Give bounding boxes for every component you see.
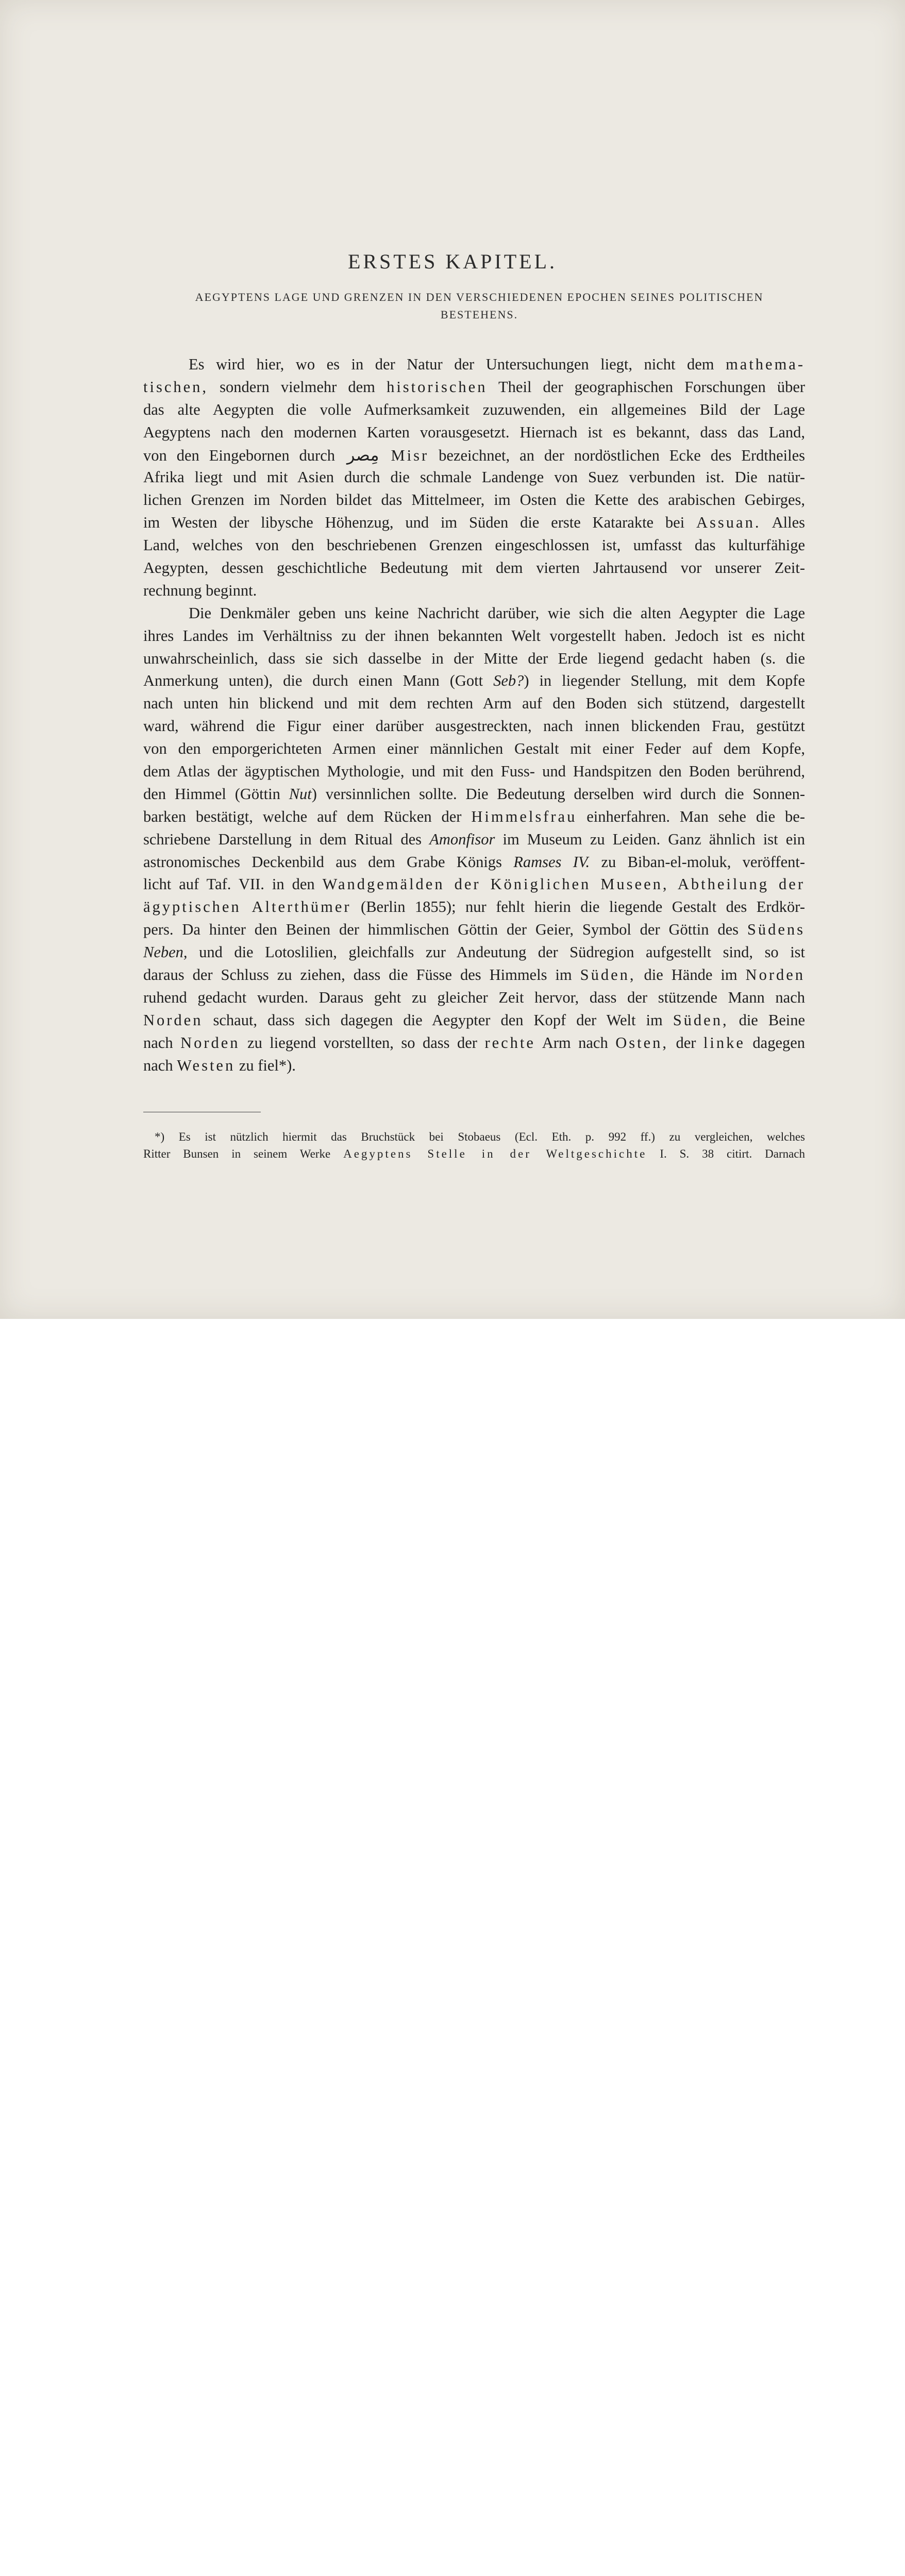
- text-line: Anmerkung unten), die durch einen Mann (Gott Seb?) in liegender Stellung, mit dem Kopfe: [143, 672, 806, 690]
- text-line: schriebene Darstellung in dem Ritual des Amonfisor im Museum zu Leiden. Ganz ähnlich ist ein: [143, 830, 806, 848]
- text-line: unwahrscheinlich, dass sie sich dasselbe in der Mitte der Erde liegend gedacht haben (s. die: [143, 649, 805, 667]
- text-line: ward, während die Figur einer darüber ausgestreckten, nach innen blickenden Frau, gestützt: [143, 717, 805, 735]
- text-line: im Westen der libysche Höhenzug, und im Süden die erste Katarakte bei Assuan. Alles: [143, 514, 806, 532]
- subtitle-line: AEGYPTENS LAGE UND GRENZEN IN DEN VERSCHIEDENEN EPOCHEN SEINES POLITISCHEN: [195, 291, 764, 303]
- text-line: Afrika liegt und mit Asien durch die schmale Landenge von Suez verbunden ist. Die natür-: [143, 468, 805, 486]
- subtitle-line: BESTEHENS.: [440, 308, 518, 321]
- arabic-word: مِصر: [346, 445, 379, 465]
- text-line: pers. Da hinter den Beinen der himmlischen Göttin der Geier, Symbol der Göttin des Südens: [143, 921, 806, 939]
- text-line: ihres Landes im Verhältniss zu der ihnen bekannten Welt vorgestellt haben. Jedoch ist es nicht: [143, 626, 805, 645]
- text-line: Aegyptens nach den modernen Karten vorausgesetzt. Hiernach ist es bekannt, dass das Land,: [143, 423, 805, 441]
- text-line: barken bestätigt, welche auf dem Rücken der Himmelsfrau einherfahren. Man sehe die be-: [143, 807, 806, 825]
- text-line: daraus der Schluss zu ziehen, dass die Füsse des Himmels im Süden, die Hände im Norden: [143, 966, 806, 984]
- text-line: nach Norden zu liegend vorstellten, so dass der rechte Arm nach Osten, der linke dagegen: [143, 1033, 806, 1052]
- text-line: Aegypten, dessen geschichtliche Bedeutung mit dem vierten Jahrtausend vor unserer Zeit-: [143, 559, 805, 577]
- text-line: Es wird hier, wo es in der Natur der Untersuchungen liegt, nicht dem mathema-: [189, 355, 806, 373]
- footnote-line: *) Es ist nützlich hiermit das Bruchstück bei Stobaeus (Ecl. Eth. p. 992 ff.) zu vergleichen, welches: [155, 1130, 805, 1143]
- chapter-subtitle: [155, 289, 804, 324]
- text-line: dem Atlas der ägyptischen Mythologie, und mit den Fuss- und Handspitzen den Boden berührend,: [143, 762, 805, 781]
- text-line: nach Westen zu fiel*).: [143, 1056, 296, 1074]
- text-line: den Himmel (Göttin Nut) versinnlichen sollte. Die Bedeutung derselben wird durch die Sonnen-: [143, 785, 806, 803]
- text-line: nach unten hin blickend und mit dem rechten Arm auf den Boden sich stützend, dargestellt: [143, 694, 805, 713]
- text-line: Die Denkmäler geben uns keine Nachricht darüber, wie sich die alten Aegypter die Lage: [189, 604, 805, 622]
- text-line: von den Eingebornen durch مِصر Misr bezeichnet, an der nordöstlichen Ecke des Erdtheiles: [143, 444, 805, 467]
- text-line: das alte Aegypten die volle Aufmerksamkeit zuzuwenden, ein allgemeines Bild der Lage: [143, 400, 805, 418]
- text-line: Norden schaut, dass sich dagegen die Aegypter den Kopf der Welt im Süden, die Beine: [143, 1011, 805, 1029]
- footnote-line: Ritter Bunsen in seinem Werke Aegyptens Stelle in der Weltgeschichte I. S. 38 citirt. Darnach: [143, 1147, 806, 1160]
- text-line: von den emporgerichteten Armen einer männlichen Gestalt mit einer Feder auf dem Kopfe,: [143, 740, 805, 758]
- text-line: Land, welches von den beschriebenen Grenzen eingeschlossen ist, umfasst das kulturfähige: [143, 536, 805, 554]
- text-line: astronomisches Deckenbild aus dem Grabe Königs Ramses IV. zu Biban-el-moluk, veröffent-: [143, 853, 805, 871]
- text-line: Neben, und die Lotoslilien, gleichfalls zur Andeutung der Südregion aufgestellt sind, so ist: [143, 943, 806, 961]
- text-line: rechnung beginnt.: [143, 581, 257, 599]
- text-line: tischen, sondern vielmehr dem historischen Theil der geographischen Forschungen über: [143, 378, 806, 396]
- footer-bar: [0, 1319, 905, 1393]
- text-line: ägyptischen Alterthümer (Berlin 1855); nur fehlt hierin die liegende Gestalt des Erdkör-: [143, 898, 806, 916]
- chapter-title: ERSTES KAPITEL.: [347, 250, 558, 273]
- text-line: licht auf Taf. VII. in den Wandgemälden der Königlichen Museen, Abtheilung der: [143, 875, 806, 893]
- body-text: [143, 353, 805, 1077]
- footnote: [143, 1128, 805, 1162]
- text-line: ruhend gedacht wurden. Daraus geht zu gleicher Zeit hervor, dass der stützende Mann nach: [143, 988, 805, 1006]
- text-line: lichen Grenzen im Norden bildet das Mittelmeer, im Osten die Kette des arabischen Gebirges,: [143, 491, 805, 509]
